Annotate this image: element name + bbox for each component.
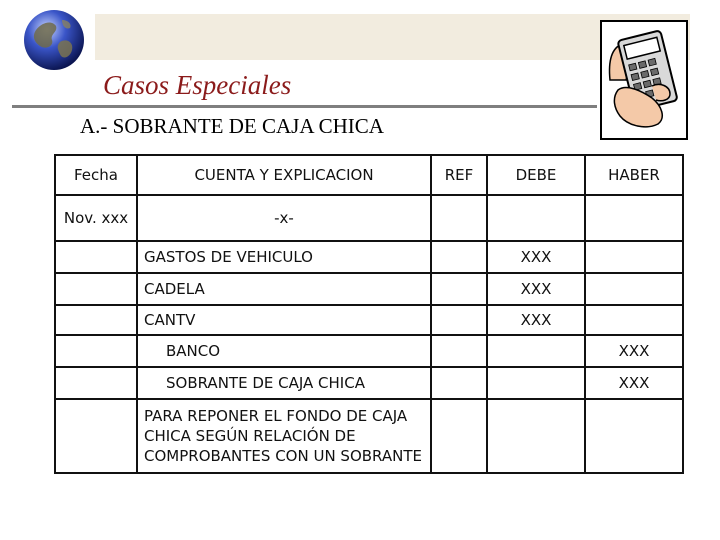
header-rule [12, 105, 597, 108]
row-credit [585, 305, 683, 335]
row-debit: XXX [487, 241, 585, 273]
table-row [55, 195, 683, 241]
table-row [55, 273, 683, 305]
date-cell [55, 241, 137, 273]
ref-cell [431, 241, 487, 273]
slide-subtitle: A.- SOBRANTE DE CAJA CHICA [80, 114, 384, 138]
globe-icon [22, 8, 86, 72]
header-account: CUENTA Y EXPLICACION [137, 155, 431, 195]
row-account: GASTOS DE VEHICULO [137, 241, 431, 273]
entry-separator: -x- [137, 195, 431, 241]
table-row [55, 367, 683, 399]
ref-cell [431, 399, 487, 473]
table-row [55, 335, 683, 367]
row-credit: XXX [585, 367, 683, 399]
row-credit: XXX [585, 335, 683, 367]
table-row [55, 305, 683, 335]
row-credit [585, 273, 683, 305]
entry-explanation: PARA REPONER EL FONDO DE CAJA CHICA SEGÚN RELACIÓN DE COMPROBANTES CON UN SOBRANTE [137, 399, 431, 473]
ref-cell [431, 273, 487, 305]
date-cell [55, 399, 137, 473]
header-credit: HABER [585, 155, 683, 195]
ref-cell [431, 367, 487, 399]
ref-cell [431, 305, 487, 335]
header-debit: DEBE [487, 155, 585, 195]
date-cell [55, 305, 137, 335]
table-header-row [55, 155, 683, 195]
table-row [55, 399, 683, 473]
row-debit [487, 335, 585, 367]
row-credit [585, 241, 683, 273]
date-cell [55, 335, 137, 367]
slide-title: Casos Especiales [103, 70, 292, 100]
debit-cell [487, 399, 585, 473]
journal-table [54, 154, 684, 474]
ref-cell [431, 335, 487, 367]
row-account: CADELA [137, 273, 431, 305]
entry-date: Nov. xxx [55, 195, 137, 241]
row-debit [487, 367, 585, 399]
date-cell [55, 273, 137, 305]
header-ref: REF [431, 155, 487, 195]
date-cell [55, 367, 137, 399]
row-debit: XXX [487, 273, 585, 305]
ref-cell [431, 195, 487, 241]
header-date: Fecha [55, 155, 137, 195]
calculator-hand-icon [600, 20, 688, 140]
row-debit: XXX [487, 305, 585, 335]
row-account: BANCO [137, 335, 431, 367]
row-account: CANTV [137, 305, 431, 335]
credit-cell [585, 399, 683, 473]
debit-cell [487, 195, 585, 241]
row-account: SOBRANTE DE CAJA CHICA [137, 367, 431, 399]
credit-cell [585, 195, 683, 241]
table-row [55, 241, 683, 273]
